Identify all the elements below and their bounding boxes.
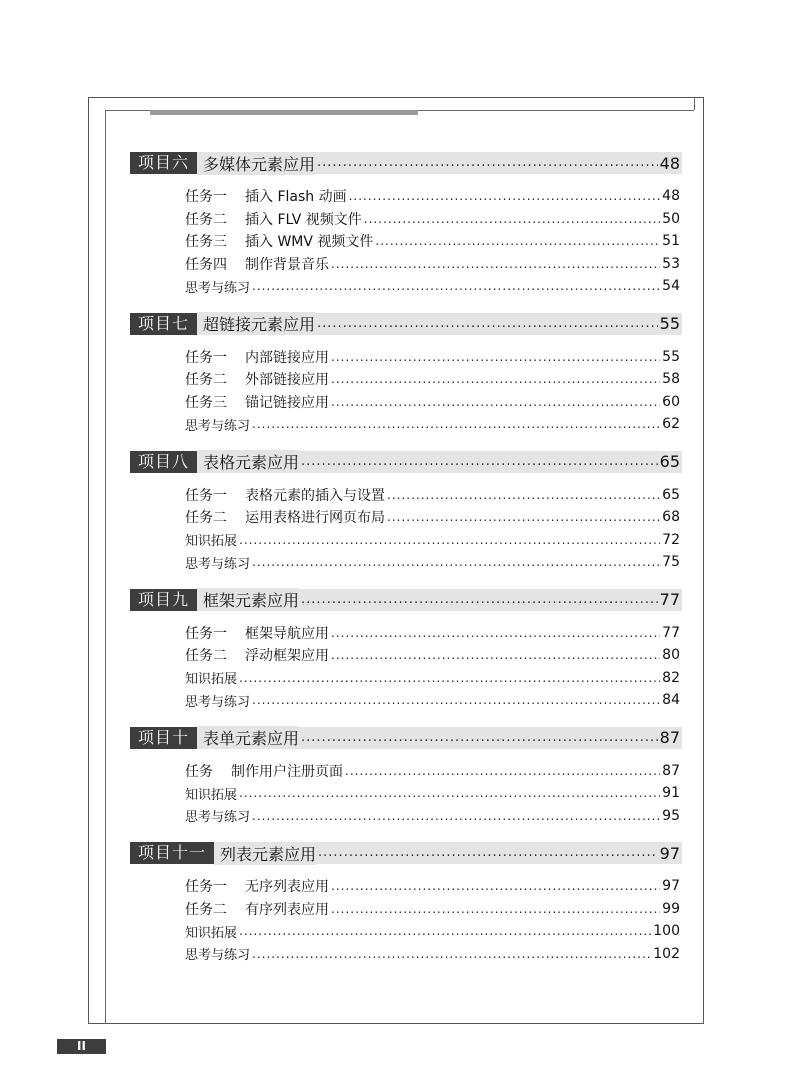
section-label: 项目十	[130, 727, 197, 749]
entry-page: 84	[662, 692, 680, 709]
dot-leader	[364, 208, 660, 230]
toc-entry[interactable]	[185, 346, 682, 369]
entry-page: 62	[662, 416, 680, 433]
entry-label: 任务二	[185, 510, 227, 527]
entry-title: 表格元素的插入与设置	[245, 487, 385, 504]
toc-entry[interactable]	[185, 506, 682, 529]
dot-leader	[331, 391, 660, 413]
entry-label: 思考与练习	[185, 280, 251, 296]
section-header[interactable]	[130, 842, 682, 864]
section-label: 项目九	[130, 589, 197, 611]
entry-label: 任务二	[185, 372, 227, 389]
entry-page: 72	[662, 531, 680, 548]
entry-title: 插入 FLV 视频文件	[245, 211, 362, 228]
dot-leader	[387, 506, 660, 528]
section-page: 48	[659, 153, 680, 173]
entry-label: 思考与练习	[185, 948, 251, 964]
entry-label: 任务一	[185, 487, 227, 504]
dot-leader	[239, 529, 660, 551]
dot-leader	[318, 842, 658, 864]
dot-leader	[331, 368, 660, 390]
section-items	[130, 864, 682, 965]
toc-entry[interactable]	[185, 805, 682, 828]
dot-leader	[252, 689, 660, 711]
toc-entry[interactable]	[185, 622, 682, 645]
section-label: 项目七	[130, 313, 197, 335]
entry-page: 55	[662, 348, 680, 365]
toc-section	[130, 727, 682, 828]
entry-label: 知识拓展	[185, 672, 238, 688]
dot-leader	[252, 943, 651, 965]
section-header[interactable]	[130, 152, 682, 174]
entry-label: 任务一	[185, 189, 227, 206]
section-page: 77	[659, 590, 680, 609]
frame-divider	[694, 97, 695, 110]
section-title: 多媒体元素应用	[197, 152, 315, 175]
entry-label: 知识拓展	[185, 787, 238, 803]
section-page: 97	[659, 843, 680, 863]
toc-entry[interactable]	[185, 208, 682, 231]
entry-page: 97	[662, 878, 680, 895]
section-label: 项目六	[130, 152, 197, 174]
entry-label: 思考与练习	[185, 418, 251, 434]
dot-leader	[331, 622, 660, 644]
section-header[interactable]	[130, 313, 682, 335]
entry-label: 任务二	[185, 901, 227, 918]
entry-label: 任务三	[185, 394, 227, 411]
entry-label: 任务二	[185, 211, 227, 228]
section-items	[130, 749, 682, 828]
entry-page: 54	[662, 278, 680, 295]
toc-entry[interactable]	[185, 413, 682, 436]
dot-leader	[252, 413, 660, 435]
entry-label: 思考与练习	[185, 810, 251, 826]
dot-leader	[252, 551, 660, 573]
dot-leader	[239, 667, 660, 689]
decorative-bar	[150, 110, 418, 115]
entry-label: 任务一	[185, 625, 227, 642]
entry-page: 102	[653, 945, 680, 962]
dot-leader	[331, 875, 660, 897]
entry-page: 51	[662, 233, 680, 250]
entry-title: 插入 WMV 视频文件	[245, 234, 374, 251]
page-number: II	[57, 1039, 106, 1054]
dot-leader	[301, 589, 658, 611]
toc-entry[interactable]	[185, 943, 682, 966]
section-title: 超链接元素应用	[197, 312, 315, 335]
entry-page: 75	[662, 554, 680, 571]
entry-label: 思考与练习	[185, 556, 251, 572]
table-of-contents	[130, 152, 682, 965]
dot-leader	[375, 230, 660, 252]
section-title: 框架元素应用	[197, 588, 299, 611]
entry-title: 插入 Flash 动画	[245, 189, 347, 206]
section-header[interactable]	[130, 589, 682, 611]
dot-leader	[317, 152, 658, 174]
dot-leader	[331, 644, 660, 666]
entry-label: 任务四	[185, 256, 227, 273]
section-page: 55	[659, 314, 680, 333]
toc-entry[interactable]	[185, 551, 682, 574]
section-items	[130, 611, 682, 712]
toc-section	[130, 451, 682, 574]
entry-title: 锚记链接应用	[245, 394, 329, 411]
entry-title: 浮动框架应用	[245, 648, 329, 665]
section-header[interactable]	[130, 451, 682, 473]
toc-section	[130, 152, 682, 298]
entry-title: 运用表格进行网页布局	[245, 510, 385, 527]
dot-leader	[387, 484, 660, 506]
section-header[interactable]	[130, 727, 682, 749]
entry-page: 87	[662, 762, 680, 779]
section-label: 项目十一	[130, 842, 214, 864]
toc-entry[interactable]	[185, 185, 682, 208]
frame-divider	[105, 110, 106, 1024]
entry-page: 77	[662, 624, 680, 641]
section-page: 87	[659, 728, 680, 747]
entry-label: 任务一	[185, 349, 227, 366]
dot-leader	[331, 253, 660, 275]
entry-label: 任务二	[185, 648, 227, 665]
section-page: 65	[659, 452, 680, 471]
dot-leader	[239, 782, 660, 804]
entry-title: 有序列表应用	[245, 901, 329, 918]
entry-page: 100	[653, 923, 680, 940]
toc-section	[130, 313, 682, 436]
dot-leader	[301, 727, 658, 749]
entry-page: 80	[662, 647, 680, 664]
entry-page: 99	[662, 900, 680, 917]
dot-leader	[301, 451, 658, 473]
toc-entry[interactable]	[185, 667, 682, 690]
toc-entry[interactable]	[185, 391, 682, 414]
dot-leader	[252, 275, 660, 297]
toc-entry[interactable]	[185, 529, 682, 552]
entry-page: 65	[662, 486, 680, 503]
dot-leader	[331, 346, 660, 368]
entry-page: 95	[662, 807, 680, 824]
entry-label: 思考与练习	[185, 694, 251, 710]
dot-leader	[345, 760, 660, 782]
toc-entry[interactable]	[185, 253, 682, 276]
dot-leader	[317, 313, 658, 335]
section-title: 表格元素应用	[197, 450, 299, 473]
toc-section	[130, 589, 682, 712]
toc-entry[interactable]	[185, 782, 682, 805]
entry-title: 制作用户注册页面	[231, 763, 343, 780]
entry-label: 任务	[185, 763, 213, 780]
entry-page: 53	[662, 255, 680, 272]
section-items	[130, 473, 682, 574]
toc-section	[130, 842, 682, 965]
dot-leader	[252, 805, 660, 827]
section-title: 表单元素应用	[197, 726, 299, 749]
dot-leader	[349, 185, 661, 207]
entry-label: 任务一	[185, 879, 227, 896]
entry-page: 60	[662, 393, 680, 410]
entry-label: 知识拓展	[185, 925, 238, 941]
toc-entry[interactable]	[185, 484, 682, 507]
toc-entry[interactable]	[185, 644, 682, 667]
section-label: 项目八	[130, 451, 197, 473]
entry-page: 48	[662, 188, 680, 205]
entry-page: 68	[662, 509, 680, 526]
entry-title: 无序列表应用	[245, 879, 329, 896]
dot-leader	[331, 898, 660, 920]
toc-entry[interactable]	[185, 760, 682, 783]
section-title: 列表元素应用	[214, 842, 316, 865]
toc-entry[interactable]	[185, 275, 682, 298]
entry-page: 50	[662, 210, 680, 227]
toc-entry[interactable]	[185, 898, 682, 921]
entry-title: 制作背景音乐	[245, 256, 329, 273]
entry-page: 82	[662, 669, 680, 686]
toc-entry[interactable]	[185, 689, 682, 712]
dot-leader	[239, 920, 651, 942]
entry-page: 91	[662, 785, 680, 802]
entry-title: 框架导航应用	[245, 625, 329, 642]
entry-title: 内部链接应用	[245, 349, 329, 366]
entry-page: 58	[662, 371, 680, 388]
toc-entry[interactable]	[185, 875, 682, 898]
section-items	[130, 174, 682, 298]
entry-label: 知识拓展	[185, 534, 238, 550]
toc-entry[interactable]	[185, 920, 682, 943]
toc-entry[interactable]	[185, 368, 682, 391]
entry-title: 外部链接应用	[245, 372, 329, 389]
toc-entry[interactable]	[185, 230, 682, 253]
section-items	[130, 335, 682, 436]
entry-label: 任务三	[185, 234, 227, 251]
